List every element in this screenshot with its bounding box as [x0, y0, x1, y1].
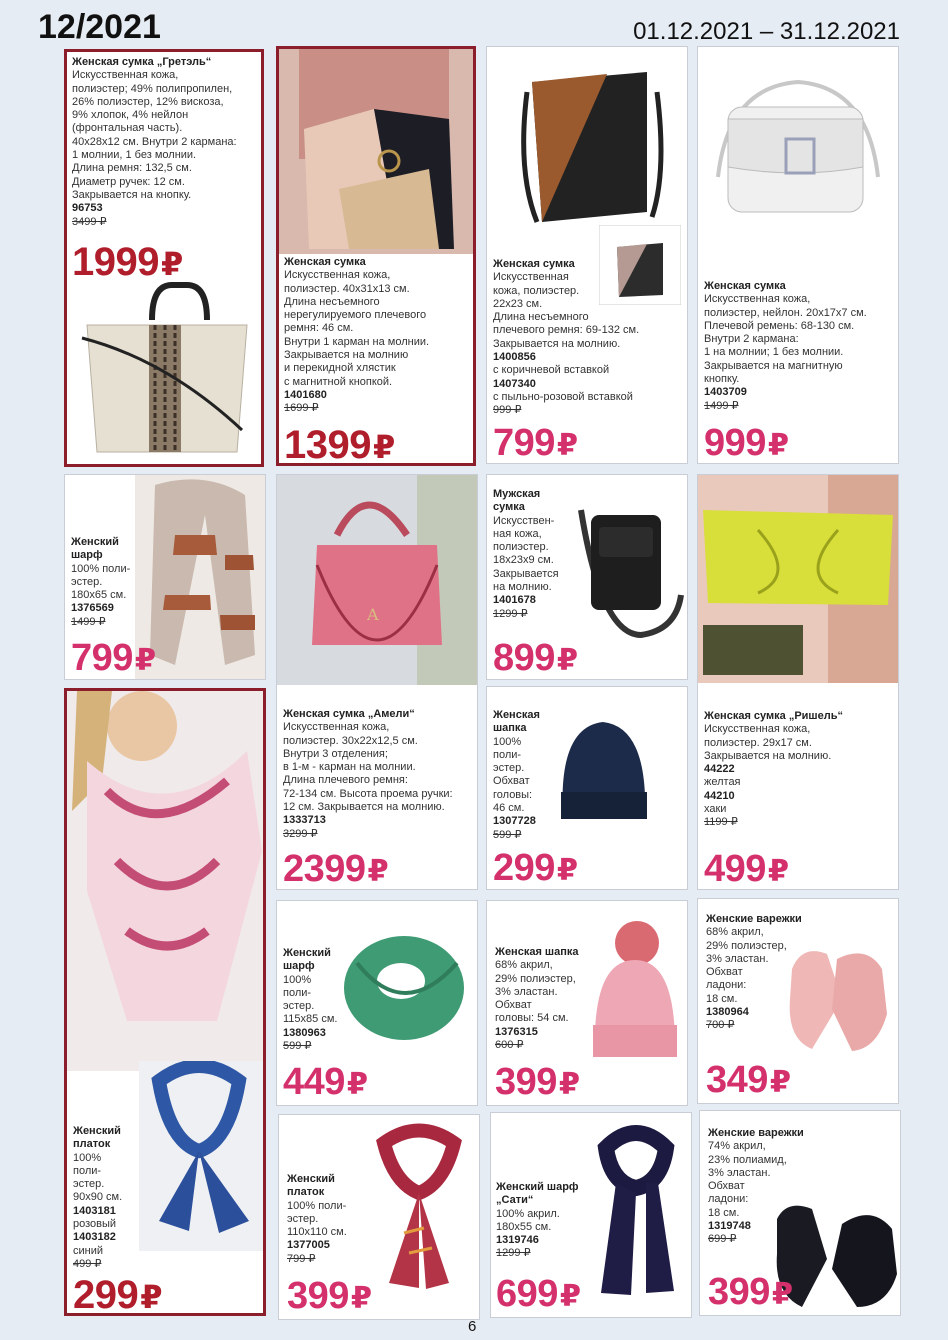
- article-number: 1401680: [284, 388, 327, 401]
- product-title: Женская сумка: [284, 256, 366, 268]
- product-title: Женская сумка „Амели“: [283, 708, 415, 720]
- product-info: Женские варежки 68% акрил, 29% полиэстер, 3% эластан. Обхват ладони: 18 см. 1380964 700 ₽: [706, 913, 806, 1033]
- old-price: 1299 ₽: [493, 607, 528, 620]
- old-price: 1199 ₽: [704, 816, 738, 829]
- product-title: Мужская сумка: [493, 488, 541, 514]
- product-card-1376315[interactable]: [486, 900, 688, 1106]
- article-number: 1376315: [495, 1025, 538, 1038]
- old-price: 1499 ₽: [71, 615, 106, 628]
- price: 399₽: [708, 1271, 793, 1313]
- price: 499₽: [704, 848, 789, 890]
- old-price: 599 ₽: [283, 1040, 312, 1053]
- price: 299₽: [73, 1273, 163, 1316]
- product-info: Женская сумка „Амели“ Искусственная кожа, полиэстер. 30x22x12,5 см. Внутри 3 отделения; в 1-м - карман на молнии. Длина плечевого ремня: 72-134 см. Высота проема ручки: 12 см. Закрывается на молнию. 1333713 3299 ₽: [283, 708, 475, 841]
- old-price: 799 ₽: [287, 1252, 316, 1265]
- price: 1999₽: [72, 240, 183, 284]
- price: 799₽: [71, 637, 156, 679]
- price: 349₽: [706, 1059, 791, 1101]
- product-info: Женский шарф „Сати“ 100% акрил. 180x55 см. 1319746 1299 ₽: [496, 1181, 591, 1261]
- product-title: Женские варежки: [706, 913, 802, 925]
- old-price: 1499 ₽: [704, 399, 739, 412]
- product-card-1401680[interactable]: [276, 46, 476, 466]
- product-info: Женская сумка Искусственная кожа, полиэстер. 40x31x13 см. Длина несъемного нерегулируемого плечевого ремня: 46 см. Внутри 1 карман на молнии. Закрывается на молнию и перекидной хлястик с магнитной кнопкой. 1401680 1699 ₽: [284, 256, 472, 416]
- article-number: 1377005: [287, 1239, 330, 1252]
- price: 299₽: [493, 847, 578, 889]
- product-info: Женский шарф 100% поли- эстер. 115x85 см. 1380963 599 ₽: [283, 947, 343, 1053]
- article-number: 96753: [72, 202, 103, 215]
- article-number: 1380963: [283, 1026, 326, 1039]
- product-card-1380963[interactable]: [276, 900, 478, 1106]
- product-info: Женский платок 100% поли- эстер. 110x110 см. 1377005 799 ₽: [287, 1173, 365, 1266]
- issue-number: 12/2021: [38, 8, 161, 46]
- pink-bag-photo: [277, 475, 478, 685]
- product-info: Женская шапка 68% акрил, 29% полиэстер, 3% эластан. Обхват головы: 54 см. 1376315 600 ₽: [495, 946, 595, 1052]
- article-number: 1400856: [493, 351, 536, 364]
- product-title: Женские варежки: [708, 1127, 804, 1139]
- price: 399₽: [495, 1061, 580, 1103]
- article-number-2: 1403182: [73, 1231, 116, 1244]
- product-title: Женский шарф „Сати“: [496, 1181, 579, 1207]
- product-title: Женская шапка: [493, 709, 540, 735]
- product-title: Женская сумка „Гретэль“: [72, 56, 212, 68]
- product-title: Женская сумка: [704, 280, 786, 292]
- article-number: 1319748: [708, 1220, 751, 1233]
- womens-bag-photo: [279, 49, 473, 254]
- old-price: 700 ₽: [706, 1019, 735, 1032]
- article-number: 1403709: [704, 386, 747, 399]
- old-price: 999 ₽: [493, 404, 522, 417]
- article-number-2: 44210: [704, 789, 735, 802]
- price: 449₽: [283, 1061, 368, 1103]
- product-card-1376569[interactable]: [64, 474, 266, 680]
- product-title: Женский платок: [287, 1173, 335, 1199]
- product-title: Женский шарф: [71, 536, 119, 562]
- product-card-1319748[interactable]: [699, 1110, 901, 1316]
- product-info: Женская сумка „Ришель“ Искусственная кожа, полиэстер. 29x17 см. Закрывается на молнию. 44222 желтая 44210 хаки 1199 ₽: [704, 710, 896, 830]
- article-number: 1319746: [496, 1234, 539, 1247]
- price: 399₽: [287, 1275, 372, 1317]
- green-snood-photo: [337, 923, 472, 1053]
- white-bag-photo: [708, 67, 888, 257]
- price: 1399₽: [284, 423, 395, 466]
- article-number: 44222: [704, 763, 735, 776]
- product-card-1403181[interactable]: [64, 688, 266, 1316]
- product-info: Женская шапка 100% поли- эстер. Обхват головы: 46 см. 1307728 599 ₽: [493, 709, 553, 842]
- product-info: Женская сумка Искусственная кожа, полиэстер, нейлон. 20x17x7 см. Плечевой ремень: 68-130 см. Внутри 2 кармана: 1 на молнии; 1 без молнии. Закрывается на магнитную кнопку. 1403709 1499 ₽: [704, 280, 896, 413]
- svg-text:A: A: [367, 605, 379, 624]
- pink-pompom-hat-photo: [587, 915, 682, 1065]
- product-title: Женский шарф: [283, 947, 331, 973]
- clutch-bags-photo: [698, 475, 899, 683]
- old-price: 3499 ₽: [72, 215, 107, 228]
- navy-scarf-photo: [586, 1123, 686, 1303]
- product-card-1400856[interactable]: [486, 46, 688, 464]
- product-info: Женский платок 100% поли- эстер. 90x90 см. 1403181 розовый 1403182 синий 499 ₽: [73, 1125, 139, 1271]
- blue-shawl-photo: [139, 1061, 263, 1251]
- price: 699₽: [496, 1273, 581, 1315]
- old-price: 3299 ₽: [283, 827, 318, 840]
- mens-bag-photo: [571, 495, 686, 645]
- tote-bag-image: [77, 280, 257, 460]
- article-number: 1307728: [493, 815, 536, 828]
- price: 999₽: [704, 422, 789, 464]
- product-card-rishel[interactable]: [697, 474, 899, 890]
- product-card-1377005[interactable]: [278, 1114, 480, 1320]
- article-number: 1333713: [283, 814, 326, 827]
- crossbody-bag-photo: [507, 52, 677, 237]
- product-card-ameli[interactable]: [276, 474, 478, 890]
- product-title: Женская сумка „Ришель“: [704, 710, 843, 722]
- product-info: Мужская сумка Искусствен- ная кожа, полиэстер. 18x23x9 см. Закрывается на молнию. 1401678 1299 ₽: [493, 488, 571, 621]
- article-number: 1403181: [73, 1204, 116, 1217]
- product-card-1403709[interactable]: [697, 46, 899, 464]
- product-info: Женские варежки 74% акрил, 23% полиамид, 3% эластан. Обхват ладони: 18 см. 1319748 699 ₽: [708, 1127, 808, 1247]
- product-card-sati[interactable]: [490, 1112, 692, 1318]
- product-card-gretel[interactable]: [64, 49, 264, 467]
- article-number: 1401678: [493, 594, 536, 607]
- price: 2399₽: [283, 848, 389, 890]
- old-price: 599 ₽: [493, 828, 522, 841]
- old-price: 499 ₽: [73, 1257, 102, 1270]
- price: 899₽: [493, 637, 578, 679]
- product-card-1307728[interactable]: [486, 686, 688, 890]
- article-number: 1376569: [71, 602, 114, 615]
- product-title: Женский платок: [73, 1125, 121, 1151]
- red-shawl-photo: [364, 1123, 474, 1293]
- product-title: Женская сумка: [493, 258, 575, 270]
- old-price: 1299 ₽: [496, 1247, 531, 1260]
- article-number-2: 1407340: [493, 377, 536, 390]
- price: 799₽: [493, 422, 578, 464]
- article-number: 1380964: [706, 1006, 749, 1019]
- page-number: 6: [468, 1318, 477, 1335]
- product-card-1380964[interactable]: [697, 898, 899, 1104]
- product-title: Женская шапка: [495, 946, 579, 958]
- old-price: 1699 ₽: [284, 402, 319, 415]
- woman-pink-shawl-photo: [67, 691, 263, 1071]
- catalog-period: 01.12.2021 – 31.12.2021: [633, 18, 900, 45]
- navy-hat-photo: [553, 707, 653, 827]
- old-price: 600 ₽: [495, 1039, 524, 1052]
- product-info: Женская сумка „Гретэль“ Искусственная кожа, полиэстер; 49% полипропилен, 26% полиэстер, 12% вискоза, 9% хлопок, 4% нейлон (фронтальная часть). 40x28x12 см. Внутри 2 кармана: 1 молнии, 1 без молнии. Длина ремня: 132,5 см. Диаметр ручек: 12 см. Закрывается на кнопку. 96753 3499 ₽: [72, 56, 262, 229]
- product-info: Женский шарф 100% поли- эстер. 180x65 см. 1376569 1499 ₽: [71, 536, 151, 629]
- old-price: 699 ₽: [708, 1233, 737, 1246]
- product-card-1401678[interactable]: [486, 474, 688, 680]
- product-info: Женская сумка Искусственная кожа, полиэстер. 22x23 см. Длина несъемного плечевого ремня: 69-132 см. Закрывается на молнию. 1400856 с коричневой вставкой 1407340 с пыльно-розовой вставкой 999 ₽: [493, 258, 683, 418]
